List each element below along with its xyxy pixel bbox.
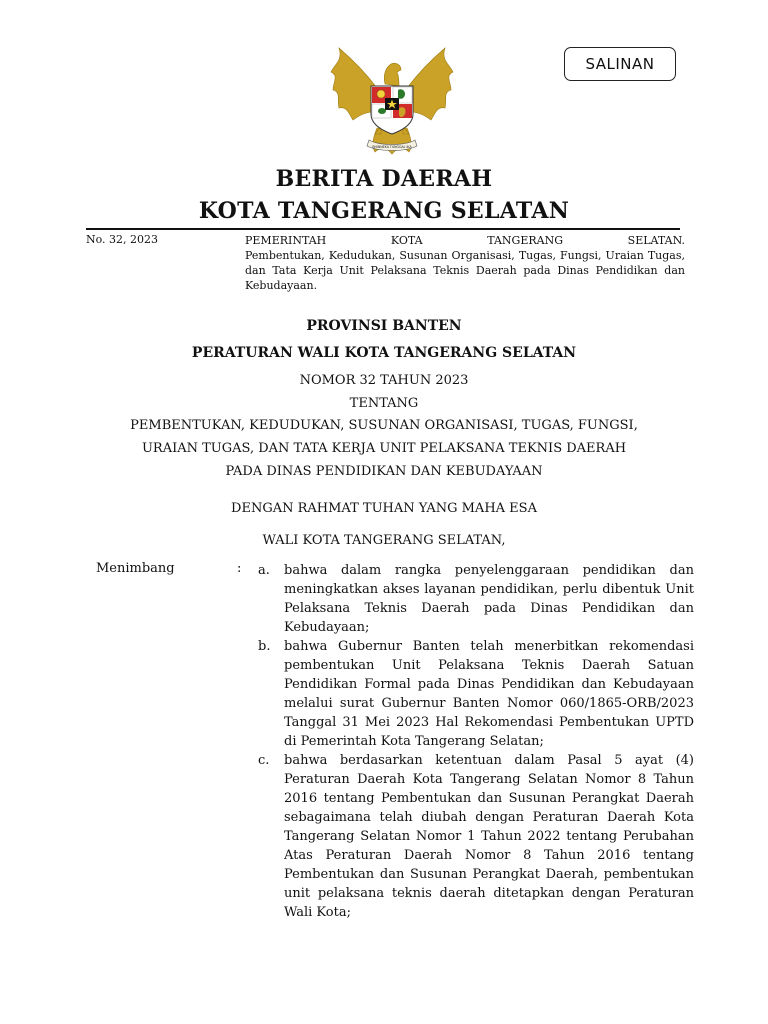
svg-text:BHINNEKA TUNGGAL IKA: BHINNEKA TUNGGAL IKA <box>372 145 412 149</box>
official-line: WALI KOTA TANGERANG SELATAN, <box>262 533 506 548</box>
regulation-type-heading: PERATURAN WALI KOTA TANGERANG SELATAN <box>191 345 577 361</box>
garuda-emblem-icon <box>325 42 459 160</box>
considering-label: Menimbang <box>96 561 175 576</box>
subject-line-3: PADA DINAS PENDIDIKAN DAN KEBUDAYAAN <box>225 464 543 479</box>
title-divider <box>86 228 680 230</box>
list-item-marker: b. <box>258 639 271 654</box>
list-item <box>258 637 694 751</box>
city-title: KOTA TANGERANG SELATAN <box>198 198 570 224</box>
considering-colon: : <box>237 561 242 576</box>
gazette-description-heading: PEMERINTAH KOTA TANGERANG SELATAN. <box>245 234 685 247</box>
list-item-marker: a. <box>258 563 270 578</box>
list-item-text: bahwa Gubernur Banten telah menerbitkan rekomendasi pembentukan Unit Pelaksana Teknis Daerah Satuan Pendidikan Formal pada Dinas Pendidikan dan Kebudayaan melalui surat Gubernur Banten Nomor 060/1865-ORB/2023 Tanggal 31 Mei 2023 Hal Rekomendasi Pembentukan UPTD di Pemerintah Kota Tangerang Selatan; <box>284 639 694 749</box>
province-heading: PROVINSI BANTEN <box>306 318 462 334</box>
subject-line-1: PEMBENTUKAN, KEDUDUKAN, SUSUNAN ORGANISASI, TUGAS, FUNGSI, <box>130 418 638 433</box>
regulation-number: NOMOR 32 TAHUN 2023 <box>299 373 469 388</box>
gazette-number: No. 32, 2023 <box>86 233 159 246</box>
considering-list <box>258 561 694 922</box>
gazette-description-body: Pembentukan, Kedudukan, Susunan Organisasi, Tugas, Fungsi, Uraian Tugas, dan Tata Kerja Unit Pelaksana Teknis Daerah pada Dinas Pendidikan dan Kebudayaan. <box>245 249 685 292</box>
gazette-title: BERITA DAERAH <box>275 166 493 192</box>
list-item <box>258 751 694 922</box>
shield-icon <box>371 86 413 134</box>
list-item-marker: c. <box>258 753 270 768</box>
list-item-text: bahwa berdasarkan ketentuan dalam Pasal 5 ayat (4) Peraturan Daerah Kota Tangerang Selatan Nomor 8 Tahun 2016 tentang Pembentukan dan Susunan Perangkat Daerah sebagaimana telah diubah dengan Peraturan Daerah Kota Tangerang Selatan Nomor 1 Tahun 2022 tentang Perubahan Atas Peraturan Daerah Nomor 8 Tahun 2016 tentang Pembentukan dan Susunan Perangkat Daerah, pembentukan unit pelaksana teknis daerah ditetapkan dengan Peraturan Wali Kota; <box>284 753 694 920</box>
blessing-line: DENGAN RAHMAT TUHAN YANG MAHA ESA <box>231 501 537 516</box>
salinan-stamp: SALINAN <box>564 47 676 81</box>
list-item <box>258 561 694 637</box>
subject-line-2: URAIAN TUGAS, DAN TATA KERJA UNIT PELAKSANA TEKNIS DAERAH <box>141 441 627 456</box>
list-item-text: bahwa dalam rangka penyelenggaraan pendidikan dan meningkatkan akses layanan pendidikan, perlu dibentuk Unit Pelaksana Teknis Daerah pada Dinas Pendidikan dan Kebudayaan; <box>284 563 694 635</box>
gazette-description <box>245 233 685 293</box>
about-label: TENTANG <box>349 396 419 411</box>
